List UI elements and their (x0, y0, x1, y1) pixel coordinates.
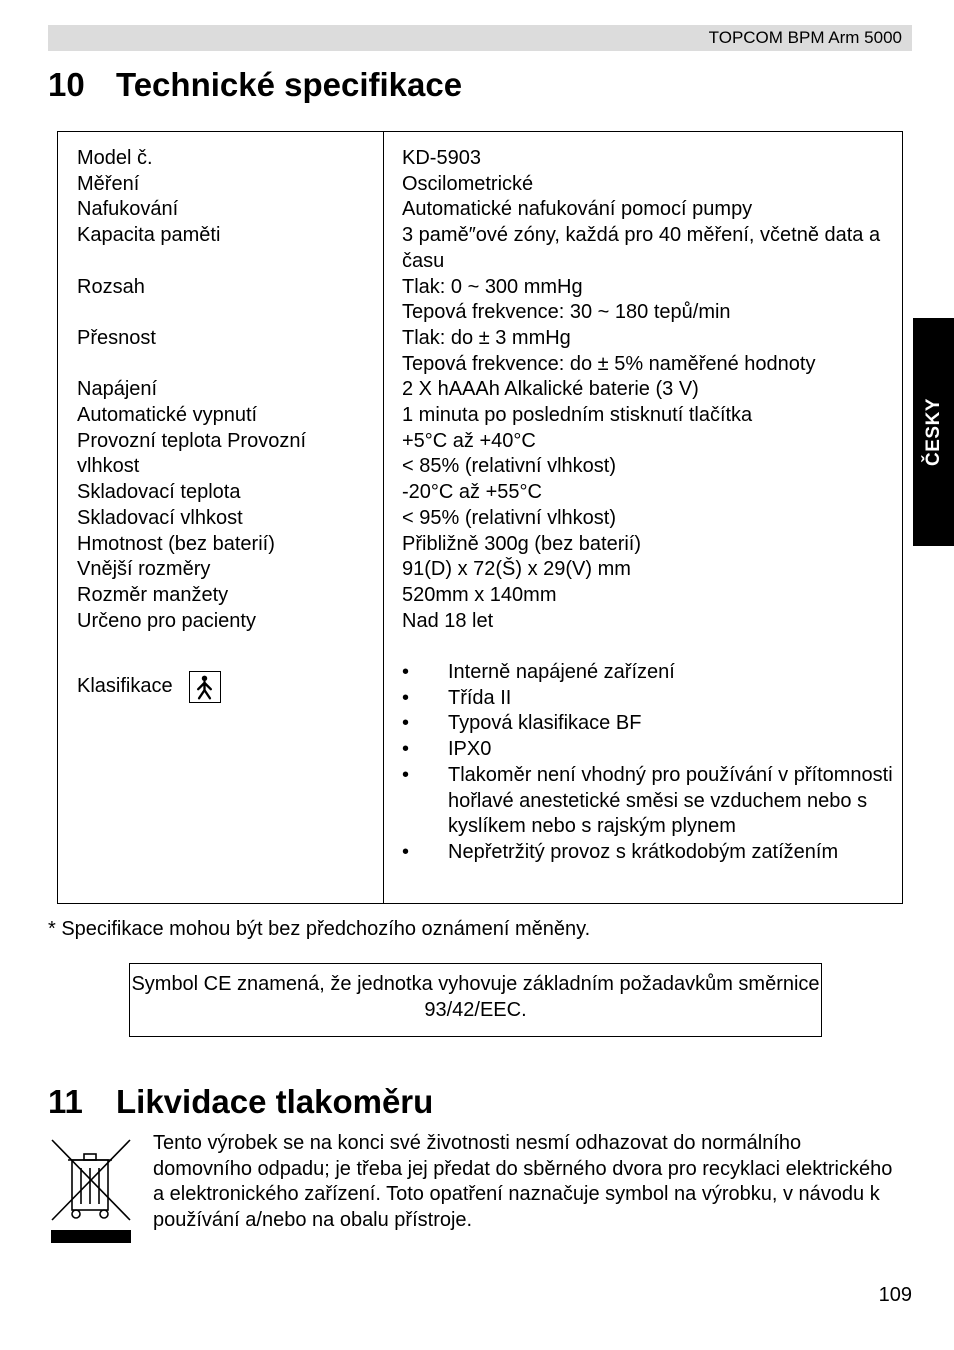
spec-value: 3 pamě″ové zóny, každá pro 40 měření, včetně data a času (402, 224, 881, 272)
classification-label: Klasifikace (77, 675, 173, 698)
spec-label: Napájení (77, 378, 158, 401)
page-number: 109 (878, 1284, 912, 1306)
spec-label: Kapacita paměti (77, 224, 221, 247)
section-title: Likvidace tlakoměru (116, 1083, 434, 1120)
classification-label-row (77, 671, 377, 703)
spec-label: vlhkost (77, 455, 140, 478)
table-divider (383, 132, 384, 903)
spec-label: Určeno pro pacienty (77, 609, 256, 632)
classification-item-text: Tlakoměr není vhodný pro používání v přítomnosti hořlavé anestetické směsi se vzduchem nebo s kyslíkem nebo s rajským plynem (448, 763, 893, 838)
spec-value: Nad 18 let (402, 609, 494, 632)
bullet: • (402, 661, 410, 684)
spec-value: Přibližně 300g (bez baterií) (402, 532, 642, 555)
spec-label: Vnější rozměry (77, 558, 211, 581)
classification-item-text: IPX0 (448, 738, 492, 761)
bullet: • (402, 712, 410, 735)
spec-values (402, 146, 897, 866)
spec-value: KD-5903 (402, 147, 481, 169)
classification-item (402, 660, 897, 686)
disposal-paragraph: Tento výrobek se na konci své životnosti nesmí odhazovat do normálního domovního odpadu; je třeba jej předat do sběrného dvora pro recyklaci elektrického a elektronického zařízení. Toto opatření naznačuje symbol na výrobku, v návodu k používání a/nebo na obalu přístroje. (153, 1132, 893, 1232)
classification-item (402, 763, 897, 840)
classification-item (402, 686, 897, 712)
spec-label: Skladovací vlhkost (77, 506, 243, 529)
spec-value: Tepová frekvence: 30 ~ 180 tepů/min (402, 301, 731, 324)
bullet: • (402, 763, 410, 786)
section-10-heading (48, 66, 462, 104)
bullet: • (402, 738, 410, 761)
spec-value: Automatické nafukování pomocí pumpy (402, 198, 753, 221)
classification-item (402, 711, 897, 737)
spec-value: +5°C až +40°C (402, 429, 536, 452)
classification-item-text: Interně napájené zařízení (448, 661, 675, 684)
spec-label: Skladovací teplota (77, 481, 241, 504)
bullet: • (402, 840, 410, 863)
header-title: TOPCOM BPM Arm 5000 (708, 28, 902, 47)
spec-value: 1 minuta po posledním stisknutí tlačítka (402, 404, 753, 427)
spec-value: Tepová frekvence: do ± 5% naměřené hodnoty (402, 352, 816, 375)
spec-value: < 95% (relativní vlhkost) (402, 506, 616, 529)
spec-label: Model č. (77, 147, 153, 169)
spec-label: Přesnost (77, 326, 156, 349)
bf-person-icon (189, 671, 221, 703)
spec-value: < 85% (relativní vlhkost) (402, 455, 616, 478)
language-tab (913, 318, 954, 546)
spec-table (57, 131, 903, 904)
bullet: • (402, 686, 410, 709)
spec-value: 91(D) x 72(Š) x 29(V) mm (402, 558, 631, 581)
spec-label: Hmotnost (bez baterií) (77, 532, 275, 555)
spec-labels (77, 146, 377, 703)
spec-label: Měření (77, 172, 140, 195)
spec-label: Rozměr manžety (77, 583, 229, 606)
ce-notice-box (129, 963, 822, 1037)
section-number: 11 (48, 1083, 83, 1120)
section-number: 10 (48, 66, 85, 103)
spec-value: -20°C až +55°C (402, 481, 542, 504)
crossed-bin-icon (50, 1138, 132, 1244)
section-11-heading (48, 1083, 433, 1121)
spec-label: Automatické vypnutí (77, 403, 258, 426)
spec-label: Provozní teplota Provozní (77, 429, 307, 452)
classification-item-text: Třída II (448, 686, 512, 709)
header-bar (48, 25, 912, 51)
classification-item-text: Typová klasifikace BF (448, 712, 642, 735)
footnote: * Specifikace mohou být bez předchozího oznámení měněny. (48, 918, 591, 940)
spec-label: Nafukování (77, 198, 179, 221)
spec-value: Tlak: 0 ~ 300 mmHg (402, 275, 583, 298)
section-title: Technické specifikace (116, 66, 463, 103)
spec-value: 2 X hAAAh Alkalické baterie (3 V) (402, 378, 699, 401)
classification-item-text: Nepřetržitý provoz s krátkodobým zatížením (448, 840, 839, 863)
spec-value: 520mm x 140mm (402, 583, 557, 606)
ce-notice-text: Symbol CE znamená, že jednotka vyhovuje základním požadavkům směrnice 93/42/EEC. (131, 973, 820, 1021)
spec-value: Oscilometrické (402, 172, 534, 195)
spec-value: Tlak: do ± 3 mmHg (402, 326, 571, 349)
classification-item (402, 840, 897, 866)
spec-label: Rozsah (77, 275, 145, 298)
language-tab-label: ČESKY (922, 398, 944, 466)
classification-item (402, 737, 897, 763)
